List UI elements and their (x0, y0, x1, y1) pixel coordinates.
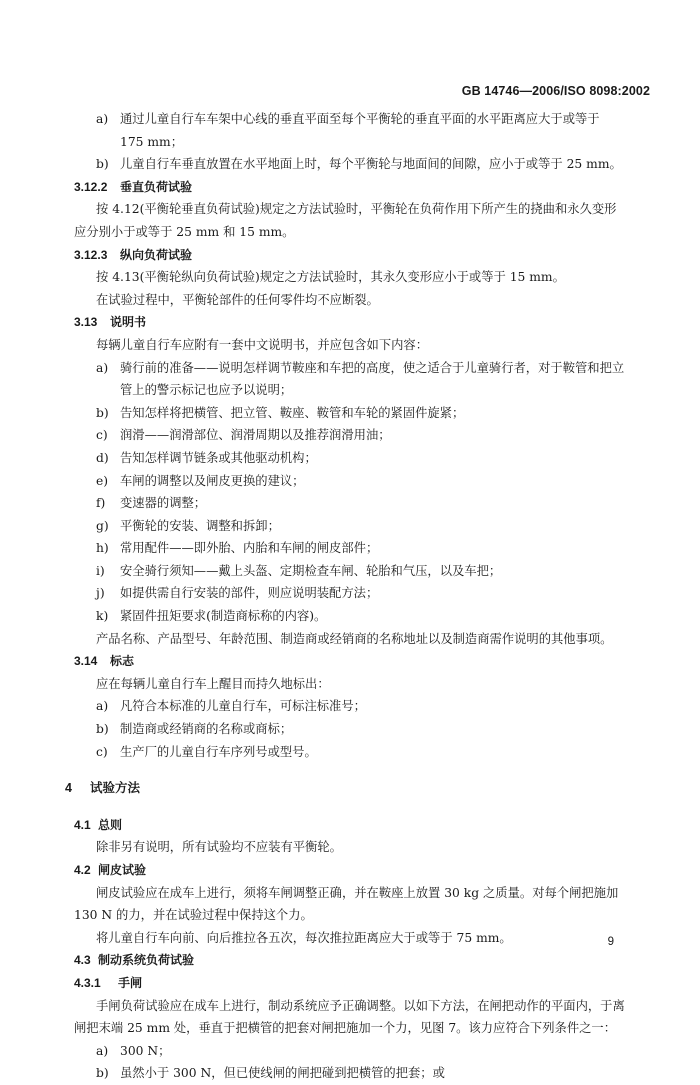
item-text: 如提供需自行安装的部件，则应说明装配方法； (120, 586, 379, 601)
section-title: 垂直负荷试验 (120, 179, 193, 194)
list-item (0, 153, 700, 176)
item-label: b) (96, 722, 109, 737)
page-number: 9 (607, 936, 614, 948)
subsection-title: 手闸 (118, 975, 143, 990)
list-item (0, 537, 700, 560)
item-label: b) (96, 1066, 109, 1081)
list-item (0, 492, 700, 515)
item-text: 告知怎样调节链条或其他驱动机构； (120, 450, 317, 465)
item-label: a) (96, 360, 109, 375)
item-text: 300 N； (120, 1043, 171, 1058)
item-label: b) (96, 405, 109, 420)
section-number: 4.1 (74, 817, 91, 832)
page-content (0, 108, 700, 1085)
paragraph-line: 按 4.12(平衡轮垂直负荷试验)规定之方法试验时，平衡轮在负荷作用下所产生的挠曲和永久变形 (96, 202, 617, 217)
paragraph-line: 除非另有说明，所有试验均不应装有平衡轮。 (96, 840, 342, 855)
section-heading (0, 311, 700, 334)
item-label: a) (96, 112, 109, 126)
section-title: 闸皮试验 (98, 863, 147, 877)
section-title: 纵向负荷试验 (120, 247, 193, 262)
section-title: 标志 (110, 654, 135, 669)
item-text: 通过儿童自行车车架中心线的垂直平面至每个平衡轮的垂直平面的水平距离应大于或等于 (120, 112, 600, 126)
item-text: 平衡轮的安装、调整和拆卸； (120, 518, 280, 533)
item-text: 安全骑行须知——戴上头盔、定期检查车闸、轮胎和气压，以及车把； (120, 563, 502, 578)
paragraph-line: 产品名称、产品型号、年龄范围、制造商或经销商的名称地址以及制造商需作说明的其他事项。 (96, 631, 613, 646)
section-heading (0, 244, 700, 267)
section-heading (0, 650, 700, 673)
item-text: 润滑——润滑部位、润滑周期以及推荐润滑用油； (120, 428, 391, 443)
item-label: e) (96, 473, 109, 488)
item-continuation: 管上的警示标记也应予以说明； (120, 383, 293, 398)
chapter-heading (0, 777, 700, 800)
item-label: j) (96, 586, 105, 601)
chapter-number: 4 (65, 781, 72, 796)
paragraph-line: 手闸负荷试验应在成车上进行，制动系统应予正确调整。以如下方法，在闸把动作的平面内，于离 (96, 998, 625, 1013)
item-label: k) (96, 609, 109, 624)
subsection-heading (0, 972, 700, 995)
section-number: 3.12.3 (74, 247, 108, 262)
item-text: 制造商或经销商的名称或商标； (120, 722, 293, 737)
section-number: 3.12.2 (74, 179, 108, 194)
list-item (0, 470, 700, 493)
item-text: 常用配件——即外胎、内胎和车闸的闸皮部件； (120, 541, 379, 556)
list-item (0, 741, 700, 764)
item-label: a) (96, 1043, 109, 1058)
section-number: 4.3 (74, 953, 91, 968)
item-text: 虽然小于 300 N，但已使线闸的闸把碰到把横管的把套；或 (120, 1066, 445, 1081)
list-item (0, 108, 700, 131)
section-heading (0, 176, 700, 199)
item-label: d) (96, 450, 109, 465)
item-text: 骑行前的准备——说明怎样调节鞍座和车把的高度，使之适合于儿童骑行者，对于鞍管和把立 (120, 360, 625, 375)
list-item (0, 718, 700, 741)
item-text: 生产厂的儿童自行车序列号或型号。 (120, 744, 317, 759)
paragraph-line: 每辆儿童自行车应附有一套中文说明书，并应包含如下内容： (96, 337, 429, 352)
item-continuation: 175 mm； (120, 134, 183, 149)
item-label: f) (96, 496, 106, 511)
section-number: 3.13 (74, 315, 98, 330)
paragraph-line: 闸把末端 25 mm 处，垂直于把横管的把套对闸把施加一个力，见图 7。该力应符合下列条件之一： (74, 1021, 617, 1036)
list-item (0, 402, 700, 425)
paragraph-line: 按 4.13(平衡轮纵向负荷试验)规定之方法试验时，其永久变形应小于或等于 15 mm。 (96, 270, 565, 285)
section-heading (0, 949, 700, 972)
paragraph-line: 应分别小于或等于 25 mm 和 15 mm。 (74, 224, 295, 239)
item-text: 儿童自行车垂直放置在水平地面上时，每个平衡轮与地面间的间隙，应小于或等于 25 mm。 (120, 157, 622, 172)
item-text: 变速器的调整； (120, 496, 207, 511)
list-item (0, 605, 700, 628)
section-heading (0, 859, 700, 882)
paragraph-line: 应在每辆儿童自行车上醒目而持久地标出： (96, 676, 330, 691)
item-label: g) (96, 518, 109, 533)
chapter-title: 试验方法 (90, 780, 141, 796)
list-item (0, 1040, 700, 1063)
item-label: c) (96, 744, 108, 759)
list-item (0, 357, 700, 380)
item-text: 凡符合本标准的儿童自行车，可标注标准号； (120, 699, 366, 714)
paragraph-line: 闸皮试验应在成车上进行，须将车闸调整正确，并在鞍座上放置 30 kg 之质量。对每个闸把施加 (96, 885, 619, 900)
section-heading (0, 814, 700, 837)
list-item (0, 447, 700, 470)
section-title: 总则 (98, 817, 123, 832)
list-item (0, 515, 700, 538)
paragraph-line: 将儿童自行车向前、向后推拉各五次，每次推拉距离应大于或等于 75 mm。 (96, 930, 512, 945)
list-item (0, 424, 700, 447)
item-label: a) (96, 699, 109, 714)
subsection-number: 4.3.1 (74, 975, 101, 990)
paragraph-line: 在试验过程中，平衡轮部件的任何零件均不应断裂。 (96, 292, 379, 307)
spacer (0, 763, 700, 777)
item-label: i) (96, 563, 105, 578)
item-text: 车闸的调整以及闸皮更换的建议； (120, 473, 305, 488)
paragraph-line: 130 N 的力，并在试验过程中保持这个力。 (74, 908, 313, 923)
item-text: 告知怎样将把横管、把立管、鞍座、鞍管和车轮的紧固件旋紧； (120, 405, 465, 420)
item-label: h) (96, 541, 109, 556)
list-item (0, 560, 700, 583)
list-item (0, 582, 700, 605)
standard-code-header: GB 14746—2006/ISO 8098:2002 (461, 84, 650, 98)
item-text: 紧固件扭矩要求(制造商标称的内容)。 (120, 609, 327, 624)
section-number: 3.14 (74, 654, 98, 669)
section-title: 说明书 (110, 315, 147, 330)
list-item (0, 695, 700, 718)
section-title: 制动系统负荷试验 (98, 953, 195, 968)
item-label: c) (96, 428, 108, 443)
list-item (0, 1062, 700, 1085)
spacer (0, 800, 700, 814)
section-number: 4.2 (74, 863, 91, 877)
item-label: b) (96, 157, 109, 172)
